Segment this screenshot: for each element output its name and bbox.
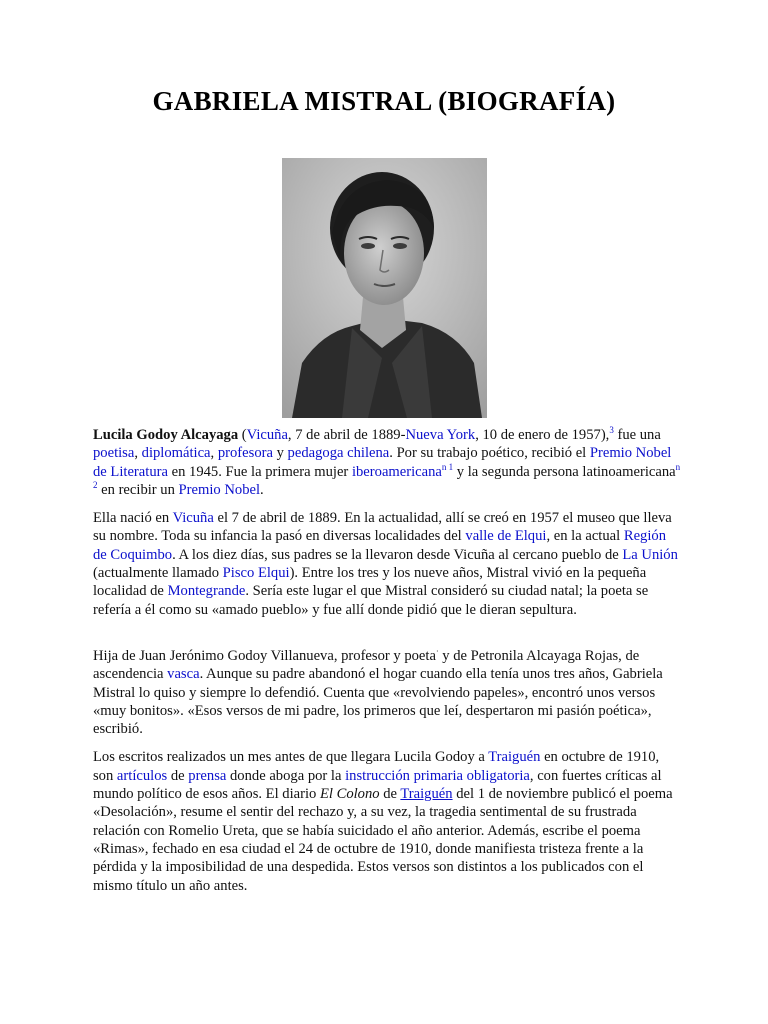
link-instruccion-primaria[interactable]: instrucción primaria obligatoria [345, 767, 530, 784]
text: . Por su trabajo poético, recibió el [389, 445, 590, 462]
link-prensa[interactable]: prensa [188, 767, 227, 784]
text: . A los diez días, sus padres se la llevaron desde Vicuña al cercano pueblo de [172, 546, 623, 563]
link-profesora[interactable]: profesora [217, 445, 273, 462]
text: de [167, 767, 189, 784]
text: de [379, 786, 401, 803]
reference-3[interactable]: 3 [609, 425, 614, 436]
text: y de Petronila Alcayaga Rojas, de ascendencia [93, 647, 640, 683]
middle-dot: · [435, 647, 439, 657]
museum-text: museo que lleva su nombre [93, 510, 672, 545]
note-2[interactable]: n 2 [93, 461, 681, 491]
link-vicuna[interactable]: Vicuña [246, 427, 288, 443]
text: en 1945. Fue la primera mujer [167, 463, 352, 480]
link-vasca[interactable]: vasca [167, 666, 200, 683]
text: . [260, 481, 264, 498]
link-vicuna-2[interactable]: Vicuña [172, 510, 214, 527]
link-pisco-elqui[interactable]: Pisco Elqui [222, 565, 290, 582]
link-traiguen[interactable]: Traiguén [488, 749, 541, 766]
link-iberoamericana[interactable]: iberoamericana [351, 463, 442, 480]
link-articulos[interactable]: artículos [116, 767, 168, 784]
paragraph-intro [93, 426, 683, 499]
link-premio-nobel-literatura[interactable]: Premio Nobel de Literatura [93, 445, 672, 480]
link-montegrande[interactable]: Montegrande [167, 583, 246, 600]
full-name: Lucila Godoy Alcayaga [93, 427, 239, 443]
text: fue una [613, 427, 661, 443]
link-valle-elqui[interactable]: valle de Elqui [465, 528, 547, 545]
text: el 7 de abril de 1889. En la actualidad, allí se creó en 1957 el [213, 510, 577, 527]
link-nueva-york[interactable]: Nueva York [405, 427, 476, 443]
text: Hija de Juan Jerónimo Godoy Villanueva, profesor y poeta [93, 647, 436, 664]
text: y la segunda persona latinoamericana [453, 463, 676, 480]
text: , [134, 445, 142, 462]
text: , [210, 445, 218, 462]
paragraph-writings [93, 748, 683, 894]
paragraph-parents [93, 647, 683, 738]
text: , 7 de abril de 1889- [287, 427, 406, 443]
link-premio-nobel[interactable]: Premio Nobel [178, 481, 261, 498]
text: en octubre de 1910, son [93, 749, 660, 784]
page-title: GABRIELA MISTRAL (BIOGRAFÍA) [152, 86, 616, 116]
text: . Aunque su padre abandonó el hogar cuando ella tenía unos tres años, Gabriela Mistral lo quiso y siempre lo defendió. Cuenta que «revolviendo papeles», encontró unos versos «muy bonitos». «Esos versos de mi padre, los primeros que leí, despertaron mi pasión poética», escribió. [93, 666, 663, 738]
text: ( [238, 427, 247, 443]
text: del 1 de noviembre publicó el poema «Desolación», resume el sentir del rechazo y, a su vez, la tragedia sentimental de su frustrada relación con Romelio Ureta, que se había suicidado el año anterior. Además, escribe el poema «Rimas», fechado en esa ciudad el 24 de octubre de 1910, donde manifiesta tristeza frente a la pérdida y la imposibilidad de una despedida. Estos versos son distintos a los publicados con el mismo título un año antes. [93, 786, 673, 894]
paragraph-childhood [93, 509, 683, 619]
text: Los escritos realizados un mes antes de que llegara Lucila Godoy a [93, 749, 489, 766]
text: , con fuertes críticas al mundo político de esos años. El diario [93, 767, 662, 803]
text: en recibir un [97, 481, 179, 498]
text: , en la actual [546, 528, 624, 545]
portrait-photo [282, 158, 487, 418]
biography-text [93, 426, 683, 895]
link-la-union[interactable]: La Unión [622, 546, 678, 563]
text: . Toda su infancia la pasó en diversas localidades del [154, 528, 466, 545]
text: y [272, 445, 288, 462]
note-1[interactable]: n 1 [441, 461, 454, 472]
link-poetisa[interactable]: poetisa [93, 445, 135, 462]
text: donde aboga por la [226, 767, 346, 784]
text: ). Entre los tres y los nueve años, Mistral vivió en la pequeña localidad de [93, 565, 647, 600]
link-chilena[interactable]: chilena [347, 445, 390, 462]
link-traiguen-2[interactable]: Traiguén [400, 786, 453, 803]
text: (actualmente llamado [93, 565, 223, 582]
link-diplomatica[interactable]: diplomática [141, 445, 211, 462]
text: Ella nació en [93, 510, 173, 527]
link-pedagoga[interactable]: pedagoga [287, 445, 344, 462]
text: . Sería este lugar el que Mistral consideró su ciudad natal; la poeta se refería a él como su «amado pueblo» y fue allí donde pidió que le dieran sepultura. [93, 583, 649, 618]
link-region-coquimbo[interactable]: Región de Coquimbo [93, 528, 667, 563]
text: , 10 de enero de 1957), [475, 427, 610, 443]
newspaper-name: El Colono [319, 786, 380, 803]
